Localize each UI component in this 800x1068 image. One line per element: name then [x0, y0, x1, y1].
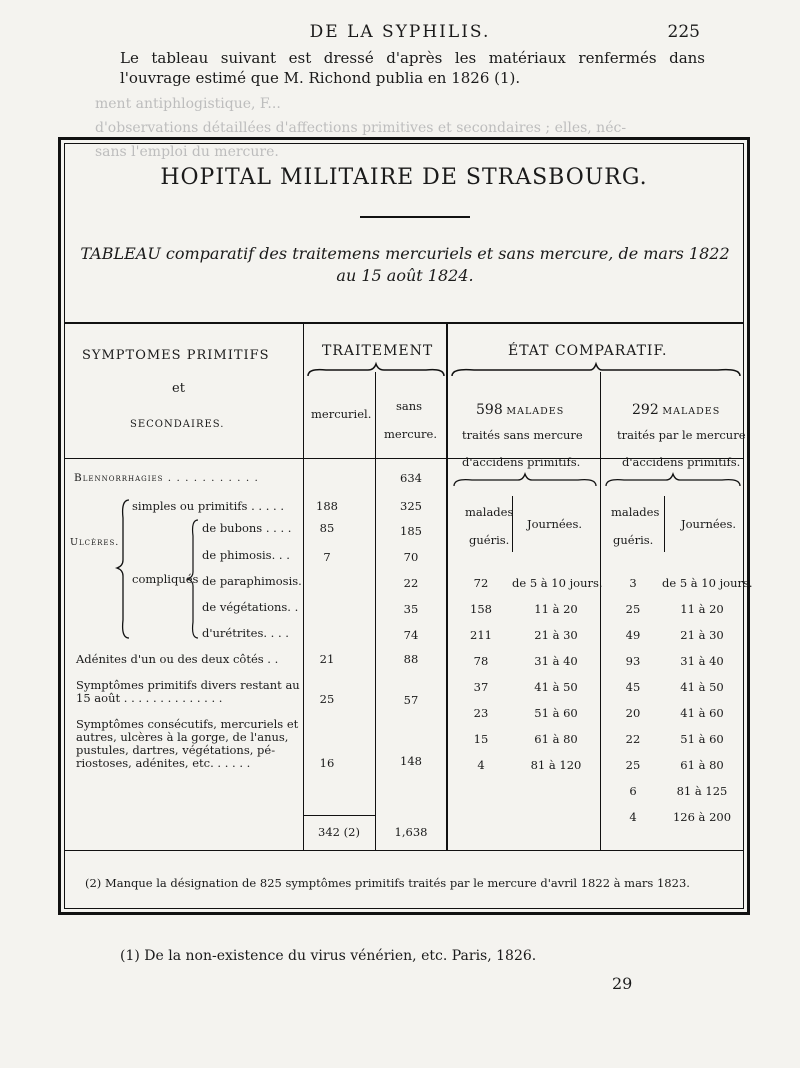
- g2-malades: malades: [611, 505, 660, 519]
- row-label-simples: simples ou primitifs . . . . .: [132, 499, 285, 513]
- g2-gueris: guéris.: [613, 533, 654, 547]
- hospital-title: HOPITAL MILITAIRE DE STRASBOURG.: [160, 165, 648, 190]
- g1-journees: Journées.: [527, 517, 583, 531]
- row-label-adenites: Adénites d'un ou des deux côtés . .: [76, 652, 279, 666]
- row-label-bubons: de bubons . . . .: [202, 521, 292, 535]
- row-label-vegetations: de végétations. .: [202, 600, 299, 614]
- total-mercuriel: 342 (2): [318, 825, 360, 839]
- header-mercuriel: mercuriel.: [311, 407, 372, 421]
- g2-journees: Journées.: [681, 517, 737, 531]
- mercuriel-cell: 7: [323, 550, 331, 564]
- g1-journees-cell: 41 à 50: [534, 680, 578, 694]
- g1-journees-cell: 11 à 20: [534, 602, 578, 616]
- row-label-compliques: compliqués: [132, 572, 199, 586]
- sans-mercure-cell: 634: [400, 471, 422, 485]
- g2-gueris-cell: 6: [629, 784, 637, 798]
- header-mercure: mercure.: [384, 427, 438, 441]
- sans-mercure-cell: 148: [400, 754, 422, 768]
- g1-journees-cell: 51 à 60: [534, 706, 578, 720]
- col-rule-4: [600, 372, 601, 850]
- sans-mercure-cell: 22: [403, 576, 419, 590]
- g2-journees-cell: 21 à 30: [680, 628, 724, 642]
- g1-journees-cell: de 5 à 10 jours.: [512, 576, 603, 590]
- row-label-blennorrhagies: Blennorrhagies . . . . . . . . . . .: [74, 472, 259, 484]
- header-traitement: TRAITEMENT: [322, 343, 434, 359]
- table-title: TABLEAU comparatif des traitemens mercuriels et sans mercure, de mars 1822 au 15 août 1824.: [80, 244, 730, 285]
- g1-journees-cell: 31 à 40: [534, 654, 578, 668]
- signature-folio: 29: [612, 974, 633, 993]
- g2-journees-cell: 11 à 20: [680, 602, 724, 616]
- g2-gueris-cell: 22: [625, 732, 641, 746]
- row-label-consecutifs-4: riostoses, adénites, etc. . . . . .: [76, 756, 251, 770]
- g2-journees-cell: 61 à 80: [680, 758, 724, 772]
- sans-mercure-cell: 35: [403, 602, 419, 616]
- g2-gueris-cell: 25: [625, 758, 641, 772]
- row-label-consecutifs-3: pustules, dartres, végétations, pé-: [76, 743, 276, 757]
- g1-gueris-cell: 4: [477, 758, 485, 772]
- group2-brace: [604, 474, 742, 488]
- g2-journees-cell: 51 à 60: [680, 732, 724, 746]
- sans-mercure-cell: 74: [403, 628, 419, 642]
- g2-gueris-cell: 25: [625, 602, 641, 616]
- table-top-rule: [64, 322, 744, 324]
- col-rule-3: [446, 322, 448, 850]
- row-label-phimosis: de phimosis. . .: [202, 548, 290, 562]
- title-rule: [360, 216, 470, 218]
- header-secondaires: SECONDAIRES.: [130, 419, 225, 430]
- g2-journees-cell: 126 à 200: [672, 810, 732, 824]
- row-label-consecutifs-2: autres, ulcères à la gorge, de l'anus,: [76, 730, 289, 744]
- g1-gueris-cell: 37: [473, 680, 489, 694]
- g2-journees-cell: 31 à 40: [680, 654, 724, 668]
- row-label-symptomes-2: 15 août . . . . . . . . . . . . . .: [76, 691, 223, 705]
- header-etat-comparatif: ÉTAT COMPARATIF.: [508, 343, 668, 359]
- row-label-symptomes-1: Symptômes primitifs divers restant au: [76, 678, 300, 692]
- group2-line3: d'accidens primitifs.: [622, 455, 741, 469]
- header-symptomes: SYMPTOMES PRIMITIFS: [82, 348, 270, 363]
- row-label-ulceres: Ulcères.: [70, 537, 120, 548]
- total-sans-mercure: 1,638: [394, 825, 428, 839]
- row-label-paraphimosis: de paraphimosis.: [202, 574, 302, 588]
- mercuriel-cell: 25: [319, 692, 335, 706]
- g2-journees-cell: 81 à 125: [676, 784, 728, 798]
- g2-gueris-cell: 20: [625, 706, 641, 720]
- g2-gueris-cell: 45: [625, 680, 641, 694]
- g1-journees-cell: 81 à 120: [530, 758, 582, 772]
- g1-gueris-cell: 158: [470, 602, 492, 616]
- g2-journees-cell: 41 à 60: [680, 706, 724, 720]
- intro-paragraph: Le tableau suivant est dressé d'après les matériaux renfermés dans l'ouvrage estimé que M. Richond publia en 1826 (1).: [120, 49, 705, 87]
- table-footnote: (2) Manque la désignation de 825 symptômes primitifs traités par le mercure d'avril 1822 à mars 1823.: [85, 876, 690, 890]
- mercuriel-cell: 16: [319, 756, 335, 770]
- g1-gueris-cell: 78: [473, 654, 489, 668]
- totals-bottom-rule: [64, 850, 744, 851]
- g2-journees-cell: 41 à 50: [680, 680, 724, 694]
- mercuriel-cell: 188: [316, 499, 338, 513]
- g1-journees-cell: 21 à 30: [534, 628, 578, 642]
- sans-mercure-cell: 325: [400, 499, 422, 513]
- g2-gueris-cell: 49: [625, 628, 641, 642]
- g1-gueris-cell: 15: [473, 732, 489, 746]
- g2-gueris-cell: 3: [629, 576, 637, 590]
- sans-mercure-cell: 70: [403, 550, 419, 564]
- group1-line3: d'accidens primitifs.: [462, 455, 581, 469]
- group1-header: 598 MALADES: [476, 402, 565, 418]
- g1-gueris: guéris.: [469, 533, 510, 547]
- g2-journees-cell: de 5 à 10 jours.: [662, 576, 753, 590]
- page-footnote: (1) De la non-existence du virus vénérien, etc. Paris, 1826.: [120, 948, 537, 964]
- group2-header: 292 MALADES: [632, 402, 721, 418]
- g1-journees-cell: 61 à 80: [534, 732, 578, 746]
- traitement-brace: [306, 364, 446, 380]
- g1-gueris-cell: 72: [473, 576, 489, 590]
- header-sans: sans: [396, 399, 423, 413]
- row-label-consecutifs-1: Symptômes consécutifs, mercuriels et: [76, 717, 299, 731]
- header-et: et: [172, 381, 185, 396]
- mercuriel-cell: 21: [319, 652, 335, 666]
- row-label-uretrites: d'urétrites. . . .: [202, 626, 289, 640]
- page-number: 225: [667, 22, 700, 42]
- group2-line2: traités par le mercure: [617, 428, 746, 442]
- group1-line2: traités sans mercure: [462, 428, 583, 442]
- g1-gueris-cell: 211: [470, 628, 492, 642]
- g2-gueris-cell: 93: [625, 654, 641, 668]
- bleed-through-text: ment antiphlogistique, F... d'observations détaillées d'affections primitives et secondaires ; elles, néc- sans l'emploi du mercure.: [95, 96, 627, 160]
- mercuriel-cell: 85: [319, 521, 335, 535]
- totals-rule: [303, 815, 375, 816]
- g1-malades: malades: [465, 505, 514, 519]
- etat-brace: [450, 364, 742, 380]
- g1-gueris-cell: 23: [473, 706, 489, 720]
- running-head: DE LA SYPHILIS.: [309, 22, 491, 42]
- sans-mercure-cell: 88: [403, 652, 419, 666]
- sans-mercure-cell: 57: [403, 693, 419, 707]
- sans-mercure-cell: 185: [400, 524, 422, 538]
- group1-brace: [452, 474, 598, 488]
- col-rule-2: [375, 372, 376, 850]
- g2-gueris-cell: 4: [629, 810, 637, 824]
- col-rule-1: [303, 322, 304, 850]
- ulceres-brace: [117, 498, 131, 640]
- g2-sub-rule: [664, 496, 665, 552]
